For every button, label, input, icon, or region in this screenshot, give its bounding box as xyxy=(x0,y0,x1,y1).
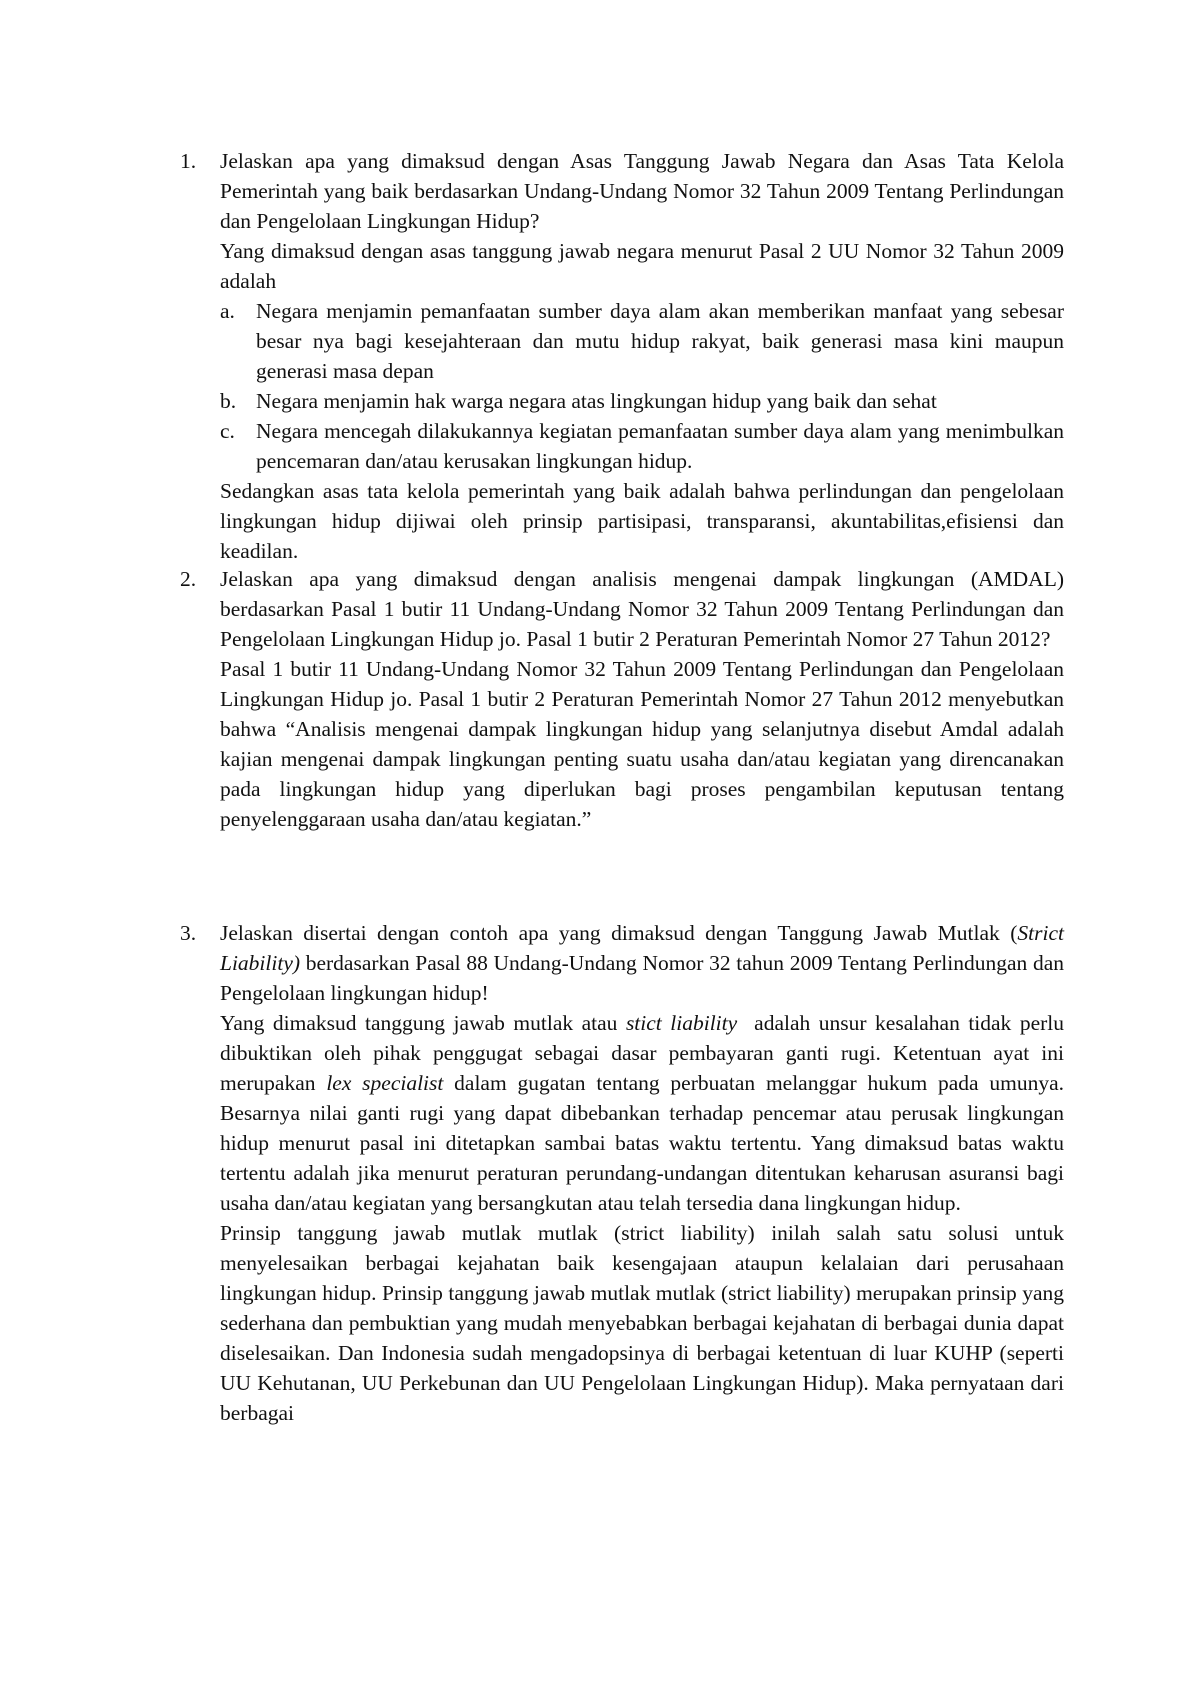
answer-text-part: adalah unsur kesalahan tidak perlu dibuktikan oleh pihak penggugat sebagai dasar pembayaran ganti rugi. Ketentuan ayat ini merupakan xyxy=(220,1011,1070,1095)
answer-italic-term: lex specialist xyxy=(326,1071,444,1095)
answer-text: Pasal 1 butir 11 Undang-Undang Nomor 32 Tahun 2009 Tentang Perlindungan dan Pengelolaan Lingkungan Hidup jo. Pasal 1 butir 2 Peraturan Pemerintah Nomor 27 Tahun 2012 menyebutkan bahwa “Analisis mengenai dampak lingkungan hidup yang selanjutnya disebut Amdal adalah kajian mengenai dampak lingkungan penting suatu usaha dan/atau kegiatan yang direncanakan pada lingkungan hidup yang diperlukan bagi proses pengambilan keputusan tentang penyelenggaraan usaha dan/atau kegiatan.” xyxy=(220,657,1064,831)
answer-text-part: dalam gugatan tentang perbuatan melanggar hukum pada umunya. Besarnya nilai ganti rugi yang dapat dibebankan terhadap pencemar atau perusak lingkungan hidup menurut pasal ini ditetapkan sambai batas waktu tertentu. Yang dimaksud batas waktu tertentu adalah jika menurut peraturan perundang-undangan ditentukan keharusan asuransi bagi usaha dan/atau kegiatan yang bersangkutan atau telah tersedia dana lingkungan hidup. xyxy=(220,1071,1064,1215)
question-text xyxy=(220,918,1064,1008)
sub-item-label: c. xyxy=(220,419,235,443)
question-text: Jelaskan apa yang dimaksud dengan Asas Tanggung Jawab Negara dan Asas Tata Kelola Pemerintah yang baik berdasarkan Undang-Undang Nomor 32 Tahun 2009 Tentang Perlindungan dan Pengelolaan Lingkungan Hidup? xyxy=(220,149,1064,233)
answer-intro: Yang dimaksud dengan asas tanggung jawab negara menurut Pasal 2 UU Nomor 32 Tahun 2009 adalah xyxy=(220,239,1064,293)
answer-text-part: Yang dimaksud tanggung jawab mutlak atau xyxy=(220,1011,626,1035)
answer-paragraph-2: Prinsip tanggung jawab mutlak mutlak (strict liability) inilah salah satu solusi untuk menyelesaikan berbagai kejahatan baik kesengajaan ataupun kelalaian dari perusahaan lingkungan hidup. Prinsip tanggung jawab mutlak mutlak (strict liability) merupakan prinsip yang sederhana dan pembuktian yang mudah menyebabkan berbagai kejahatan di berbagai dunia dapat diselesaikan. Dan Indonesia sudah mengadopsinya di berbagai ketentuan di luar KUHP (seperti UU Kehutanan, UU Perkebunan dan UU Pengelolaan Lingkungan Hidup). Maka pernyataan dari berbagai xyxy=(220,1221,1064,1425)
sub-item-text: Negara menjamin pemanfaatan sumber daya alam akan memberikan manfaat yang sebesar besar nya bagi kesejahteraan dan mutu hidup rakyat, baik generasi masa kini maupun generasi masa depan xyxy=(256,299,1064,383)
sub-item-a xyxy=(220,296,1064,386)
sub-item-text: Negara mencegah dilakukannya kegiatan pemanfaatan sumber daya alam yang menimbulkan pencemaran dan/atau kerusakan lingkungan hidup. xyxy=(256,419,1064,473)
question-text: Jelaskan apa yang dimaksud dengan analisis mengenai dampak lingkungan (AMDAL) berdasarkan Pasal 1 butir 11 Undang-Undang Nomor 32 Tahun 2009 Tentang Perlindungan dan Pengelolaan Lingkungan Hidup jo. Pasal 1 butir 2 Peraturan Pemerintah Nomor 27 Tahun 2012? xyxy=(220,567,1064,651)
question-text-part: berdasarkan Pasal 88 Undang-Undang Nomor 32 tahun 2009 Tentang Perlindungan dan Pengelolaan lingkungan hidup! xyxy=(220,951,1064,1005)
sub-item-c xyxy=(220,416,1064,476)
item-number: 3. xyxy=(180,921,197,945)
item-content xyxy=(220,918,1070,1428)
question-italic-term: Strict Liability) xyxy=(220,921,1064,975)
sub-item-label: a. xyxy=(220,299,235,323)
question-text-part: Jelaskan disertai dengan contoh apa yang dimaksud dengan Tanggung Jawab Mutlak ( xyxy=(220,921,1018,945)
item-content xyxy=(220,564,1064,834)
answer-italic-term: stict liability xyxy=(625,1011,738,1035)
answer-closing: Sedangkan asas tata kelola pemerintah yang baik adalah bahwa perlindungan dan pengelolaan lingkungan hidup dijiwai oleh prinsip partisipasi, transparansi, akuntabilitas,efisiensi dan keadilan. xyxy=(220,479,1064,563)
item-content xyxy=(220,146,1064,566)
item-number: 2. xyxy=(180,567,197,591)
answer-paragraph-1 xyxy=(220,1008,1070,1218)
sub-item-b xyxy=(220,386,1064,416)
sub-item-text: Negara menjamin hak warga negara atas lingkungan hidup yang baik dan sehat xyxy=(256,389,937,413)
item-number: 1. xyxy=(180,149,197,173)
sub-item-label: b. xyxy=(220,389,237,413)
